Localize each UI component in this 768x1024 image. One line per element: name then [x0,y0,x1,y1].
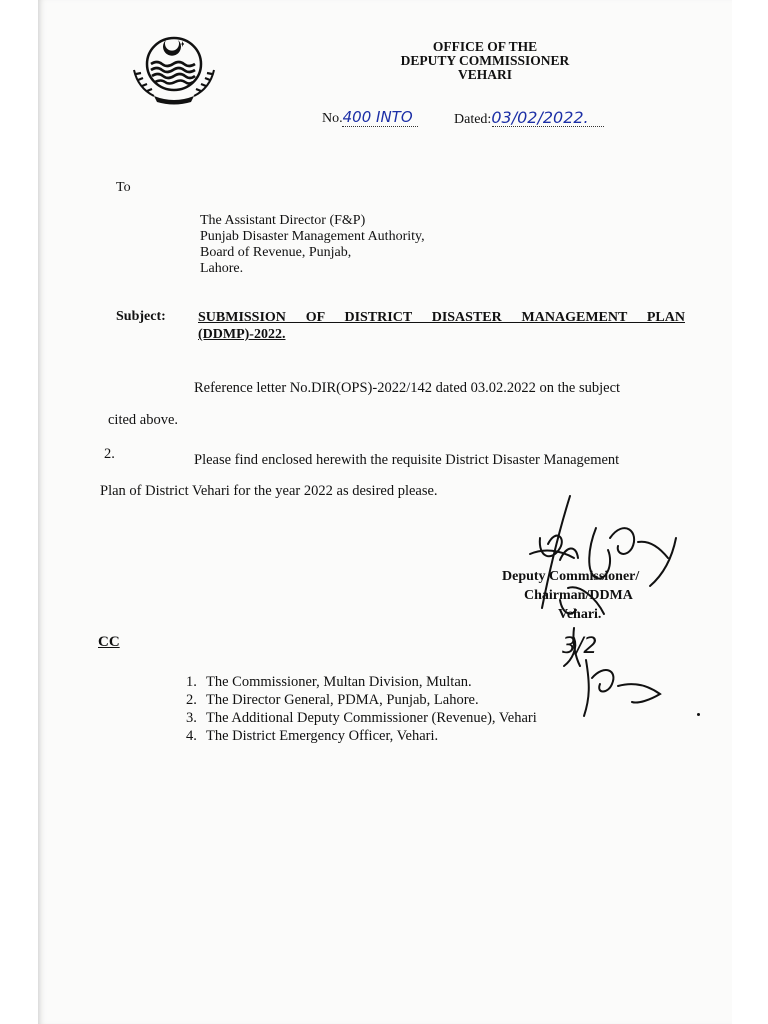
cc-label: CC [98,634,120,650]
dated-label: Dated: [454,112,492,127]
office-line-1: OFFICE OF THE [432,39,538,54]
addressee-block [200,213,425,277]
reference-no-value: 400 INTO [342,108,413,126]
reference-no-label: No. [322,111,343,126]
office-line-2: DEPUTY COMMISSIONER [400,53,570,68]
cc-item [186,691,537,709]
cc-item [186,673,537,691]
cc-item-number: 1. [186,674,197,690]
cc-item-number: 3. [186,710,197,726]
addressee-line-1: The Assistant Director (F&P) [200,213,366,228]
addressee-line-2: Punjab Disaster Management Authority, [200,229,425,244]
addressee-line-3: Board of Revenue, Punjab, [200,245,352,260]
cc-item [186,727,537,745]
paragraph-2-line-1: Please find enclosed herewith the requisite District Disaster Management [194,452,620,468]
ink-dot [697,713,700,716]
dated-value: 03/02/2022. [491,108,589,127]
paragraph-1-line-1: Reference letter No.DIR(OPS)-2022/142 dated 03.02.2022 on the subject [194,380,621,396]
to-label: To [116,180,131,195]
reference-number [322,108,413,127]
cc-item-number: 4. [186,728,197,744]
cc-item-text: The Additional Deputy Commissioner (Revenue), Vehari [206,710,537,726]
cc-item-text: The District Emergency Officer, Vehari. [206,728,439,744]
office-line-3: VEHARI [457,67,512,82]
signatory-line-3: Vehari. [558,607,602,622]
cc-item-text: The Director General, PDMA, Punjab, Lahore. [206,692,479,708]
cc-list [186,673,537,745]
cc-item-number: 2. [186,692,197,708]
office-heading [380,40,590,82]
subject-text: SUBMISSION OF DISTRICT DISASTER MANAGEMENT PLAN (DDMP)-2022. [198,310,685,342]
paragraph-1-line-2: cited above. [108,412,179,428]
cc-item-text: The Commissioner, Multan Division, Multan. [206,674,472,690]
addressee-line-4: Lahore. [200,261,244,276]
reference-date [454,108,589,128]
cc-item [186,709,537,727]
reference-no-underline [342,126,418,127]
paragraph-2-number: 2. [104,446,115,462]
signatory-line-1: Deputy Commissioner/ [502,569,640,584]
signatory-line-2: Chairman/DDMA [524,588,633,603]
punjab-government-emblem-icon [124,28,224,108]
dated-underline [492,126,604,127]
subject-label: Subject: [116,309,166,324]
paragraph-2-line-2: Plan of District Vehari for the year 2022 as desired please. [100,483,438,499]
handwritten-date: 3/2 [562,634,598,659]
